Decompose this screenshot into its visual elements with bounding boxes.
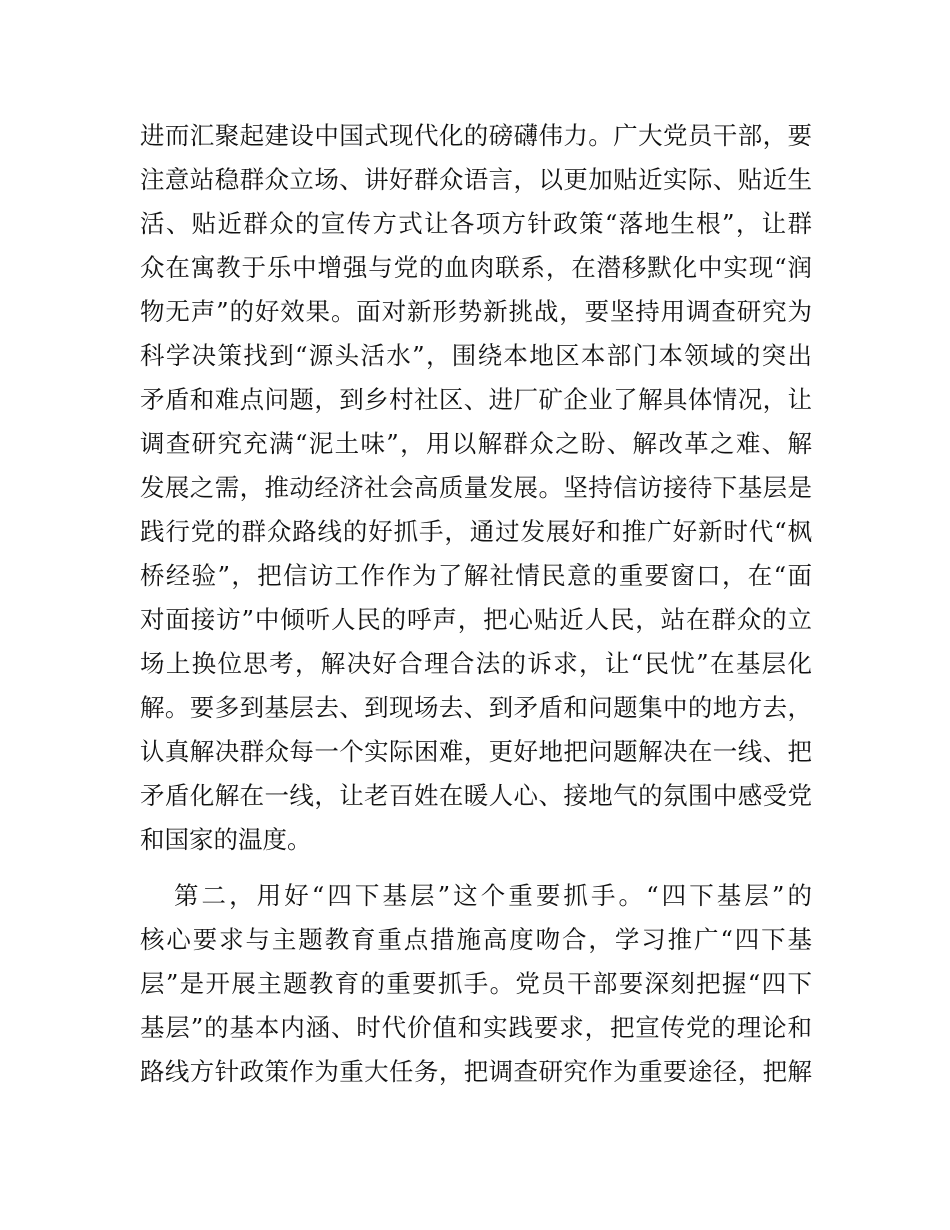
text-line: 解。要多到基层去、到现场去、到矛盾和问题集中的地方去， [140,693,812,722]
paragraph-1 [140,114,812,862]
text-line: 活、贴近群众的宣传方式让各项方针政策“落地生根”，让群 [140,209,812,238]
paragraph-spacer [140,862,812,874]
text-line: 注意站稳群众立场、讲好群众语言，以更加贴近实际、贴近生 [140,165,812,194]
text-line: 第二，用好“四下基层”这个重要抓手。“四下基层”的 [174,881,812,910]
text-line: 践行党的群众路线的好抓手，通过发展好和推广好新时代“枫 [140,517,812,546]
text-line: 路线方针政策作为重大任务，把调查研究作为重要途径，把解 [140,1057,812,1086]
text-line: 场上换位思考，解决好合理合法的诉求，让“民忧”在基层化 [140,649,812,678]
paragraph-2 [140,874,812,1094]
text-line: 进而汇聚起建设中国式现代化的磅礴伟力。广大党员干部，要 [140,121,812,150]
text-line: 物无声”的好效果。面对新形势新挑战，要坚持用调查研究为 [140,297,812,326]
text-line: 对面接访”中倾听人民的呼声，把心贴近人民，站在群众的立 [140,605,812,634]
text-line: 认真解决群众每一个实际困难，更好地把问题解决在一线、把 [140,737,812,766]
text-line: 调查研究充满“泥土味”，用以解群众之盼、解改革之难、解 [140,429,812,458]
text-line: 发展之需，推动经济社会高质量发展。坚持信访接待下基层是 [140,473,812,502]
text-line: 桥经验”，把信访工作作为了解社情民意的重要窗口，在“面 [140,561,812,590]
text-line: 矛盾化解在一线，让老百姓在暖人心、接地气的氛围中感受党 [140,781,812,810]
text-line: 基层”的基本内涵、时代价值和实践要求，把宣传党的理论和 [140,1013,812,1042]
text-line: 核心要求与主题教育重点措施高度吻合，学习推广“四下基 [140,925,812,954]
text-line: 和国家的温度。 [140,825,312,854]
document-page [140,114,812,1094]
text-line: 众在寓教于乐中增强与党的血肉联系，在潜移默化中实现“润 [140,253,812,282]
text-line: 层”是开展主题教育的重要抓手。党员干部要深刻把握“四下 [140,969,812,998]
text-line: 科学决策找到“源头活水”，围绕本地区本部门本领域的突出 [140,341,812,370]
text-line: 矛盾和难点问题，到乡村社区、进厂矿企业了解具体情况，让 [140,385,812,414]
